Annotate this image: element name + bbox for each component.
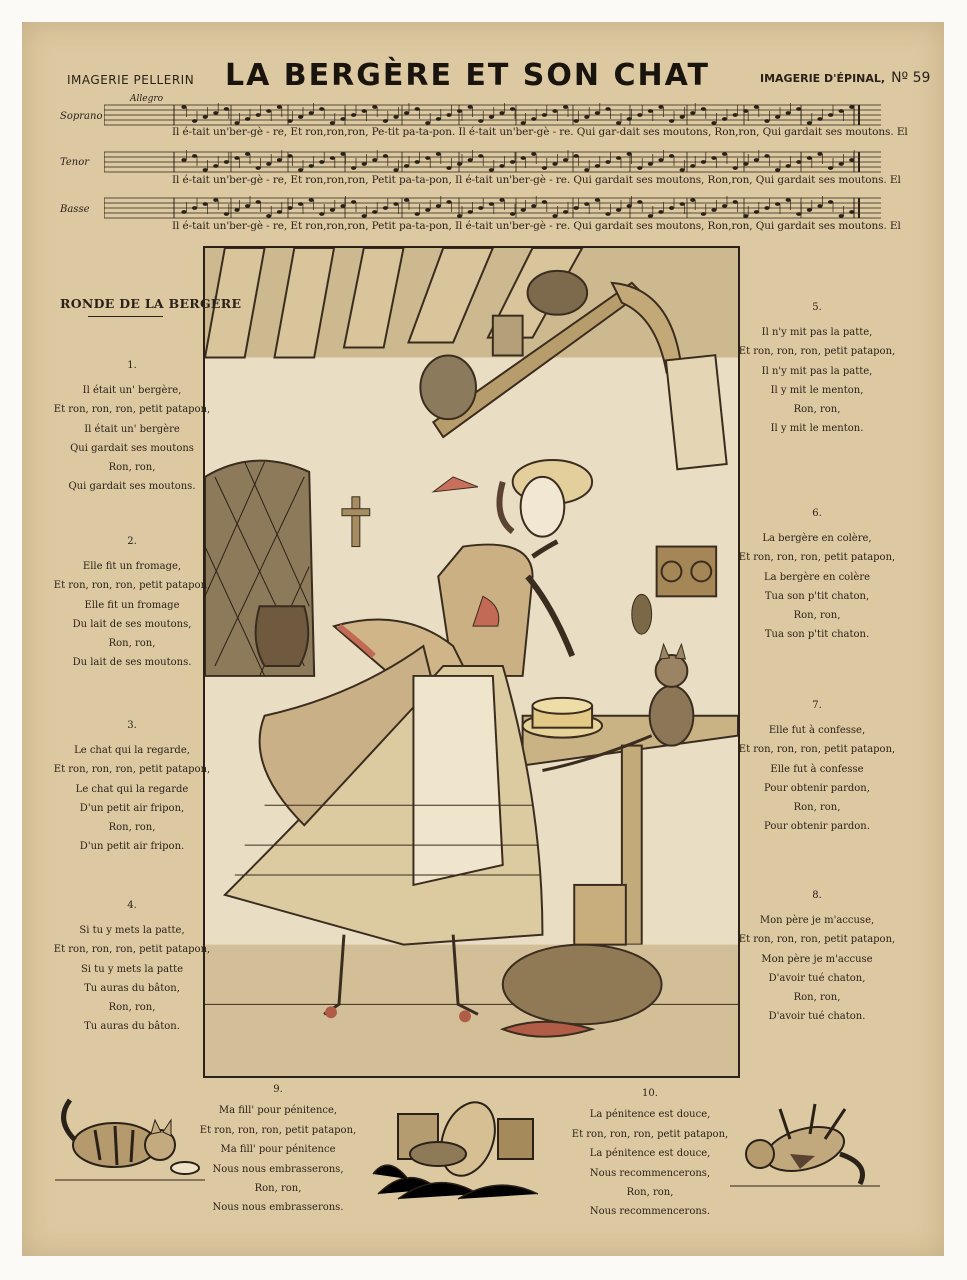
verse-2	[52, 532, 212, 672]
verse-line: Ron, ron,	[793, 992, 841, 1004]
verse-line: Ron, ron,	[793, 610, 841, 622]
verse-7	[737, 696, 897, 836]
verse-line: Il y mit le menton,	[770, 384, 864, 396]
voice-label-soprano: Soprano	[60, 111, 103, 122]
verse-8	[737, 886, 897, 1026]
verse-line: Et ron, ron, ron, petit patapon,	[738, 744, 896, 756]
verse-line: Pour obtenir pardon.	[764, 821, 870, 833]
page-title: LA BERGÈRE ET SON CHAT	[225, 58, 710, 93]
verse-line: Nous recommencerons.	[589, 1206, 711, 1218]
verse-line: D'un petit air fripon.	[79, 841, 185, 853]
verse-number: 5.	[812, 302, 822, 313]
verse-line: Ron, ron,	[108, 1002, 156, 1014]
verse-line: Et ron, ron, ron, petit patapon,	[738, 934, 896, 946]
verse-line: Il n'y mit pas la patte,	[761, 327, 873, 339]
verse-line: La bergère en colère,	[762, 533, 872, 545]
verse-number: 7.	[812, 700, 822, 711]
verse-line: Il n'y mit pas la patte,	[761, 365, 873, 377]
verse-5	[737, 298, 897, 438]
print-number: Nº 59	[891, 70, 931, 86]
lyrics-soprano: Il é-tait un'ber-gè - re, Et ron,ron,ron, Pe-tit pa-ta-pon. Il é-tait un'ber-gè - re. Qui gar-dait ses moutons, Ron,ron, Qui gardait ses moutons. El	[172, 126, 908, 138]
verse-number: 4.	[127, 900, 137, 911]
verse-line: Du lait de ses moutons.	[72, 657, 192, 669]
verse-line: Mon père je m'accuse	[761, 953, 873, 965]
tempo-marking: Allegro	[130, 94, 164, 104]
sidebar-title: RONDE DE LA BERGÈRE	[60, 296, 242, 311]
kitchenware-vignette	[368, 1094, 558, 1204]
verse-number: 9.	[273, 1084, 283, 1095]
verse-line: Et ron, ron, ron, petit patapon,	[53, 764, 211, 776]
verse-3	[52, 716, 212, 856]
publisher-left: IMAGERIE PELLERIN	[67, 73, 195, 87]
music-staff-basse	[104, 196, 881, 220]
verse-line: La bergère en colère	[763, 571, 871, 583]
verse-number: 8.	[812, 890, 822, 901]
voice-label-basse: Basse	[60, 204, 90, 215]
verse-line: Ron, ron,	[108, 462, 156, 474]
music-staff-tenor	[104, 150, 881, 174]
verse-line: D'avoir tué chaton,	[768, 972, 866, 984]
verse-line: Du lait de ses moutons,	[72, 618, 192, 630]
verse-line: Elle fit un fromage,	[82, 561, 182, 573]
verse-line: Il était un' bergère	[84, 423, 180, 435]
music-staff-soprano	[104, 103, 881, 127]
verse-line: La pénitence est douce,	[589, 1148, 711, 1160]
verse-line: Pour obtenir pardon,	[764, 782, 870, 794]
publisher-right-label: IMAGERIE D'ÉPINAL,	[760, 72, 886, 85]
verse-line: Tua son p'tit chaton,	[764, 590, 870, 602]
voice-label-tenor: Tenor	[60, 157, 90, 168]
verse-line: Elle fut à confesse,	[768, 725, 866, 737]
verse-line: Mon père je m'accuse,	[759, 915, 875, 927]
verse-number: 2.	[127, 536, 137, 547]
cat-rolling-vignette	[730, 1094, 880, 1194]
verse-line: Tua son p'tit chaton.	[764, 629, 870, 641]
verse-line: Et ron, ron, ron, petit patapon,	[53, 404, 211, 416]
verse-line: Si tu y mets la patte	[80, 963, 184, 975]
verse-line: Ron, ron,	[793, 802, 841, 814]
verse-line: Et ron, ron, ron, petit patapon,	[571, 1128, 729, 1140]
verse-number: 10.	[642, 1088, 658, 1099]
verse-6	[737, 504, 897, 644]
verse-line: Et ron, ron, ron, petit patapon,	[53, 944, 211, 956]
verse-line: Tu auras du bâton.	[84, 1021, 180, 1033]
verse-line: Nous nous embrasserons.	[212, 1202, 344, 1214]
verse-line: D'avoir tué chaton.	[768, 1011, 866, 1023]
verse-line: Nous nous embrasserons,	[212, 1163, 344, 1175]
verse-line: Ron, ron,	[108, 638, 156, 650]
verse-line: La pénitence est douce,	[589, 1109, 711, 1121]
verse-line: Nous recommencerons,	[589, 1167, 711, 1179]
verse-line: Et ron, ron, ron, petit patapon,	[738, 346, 896, 358]
verse-line: Ron, ron,	[254, 1183, 302, 1195]
publisher-right	[760, 70, 930, 86]
verse-line: Ron, ron,	[108, 822, 156, 834]
verse-line: Le chat qui la regarde	[75, 783, 189, 795]
illustration-shepherdess-and-cat	[203, 246, 740, 1078]
verse-line: Si tu y mets la patte,	[79, 925, 185, 937]
verse-line: Il y mit le menton.	[770, 423, 864, 435]
verse-line: Et ron, ron, ron, petit patapon,	[199, 1124, 357, 1136]
verse-9	[178, 1080, 378, 1218]
verse-10	[550, 1084, 750, 1222]
verse-line: Tu auras du bâton,	[84, 982, 180, 994]
verse-line: Elle fit un fromage	[84, 599, 180, 611]
sidebar-title-rule	[88, 316, 163, 317]
verse-line: Et ron, ron, ron, petit patapon,	[738, 552, 896, 564]
verse-1	[52, 356, 212, 496]
lyrics-basse: Il é-tait un'ber-gè - re, Et ron,ron,ron, Petit pa-ta-pon, Il é-tait un'ber-gè - re. Qui gardait ses moutons, Ron,ron, Qui gardait ses moutons. El	[172, 220, 901, 232]
verse-line: Le chat qui la regarde,	[74, 745, 190, 757]
verse-line: Il était un' bergère,	[82, 385, 182, 397]
verse-number: 3.	[127, 720, 137, 731]
verse-4	[52, 896, 212, 1036]
verse-line: Ron, ron,	[626, 1187, 674, 1199]
verse-line: Elle fut à confesse	[770, 763, 864, 775]
verse-number: 1.	[127, 360, 137, 371]
cat-drinking-vignette	[55, 1090, 205, 1185]
verse-line: Qui gardait ses moutons.	[68, 481, 196, 493]
verse-number: 6.	[812, 508, 822, 519]
lyrics-tenor: Il é-tait un'ber-gè - re, Et ron,ron,ron, Petit pa-ta-pon, Il é-tait un'ber-gè - re. Qui gardait ses moutons, Ron,ron, Qui gardait ses moutons. El	[172, 174, 901, 186]
verse-line: Et ron, ron, ron, petit patapon,	[53, 580, 211, 592]
verse-line: Ma fill' pour pénitence	[220, 1144, 336, 1156]
verse-line: Qui gardait ses moutons	[70, 442, 194, 454]
verse-line: Ma fill' pour pénitence,	[218, 1105, 338, 1117]
verse-line: Ron, ron,	[793, 404, 841, 416]
verse-line: D'un petit air fripon,	[79, 802, 185, 814]
